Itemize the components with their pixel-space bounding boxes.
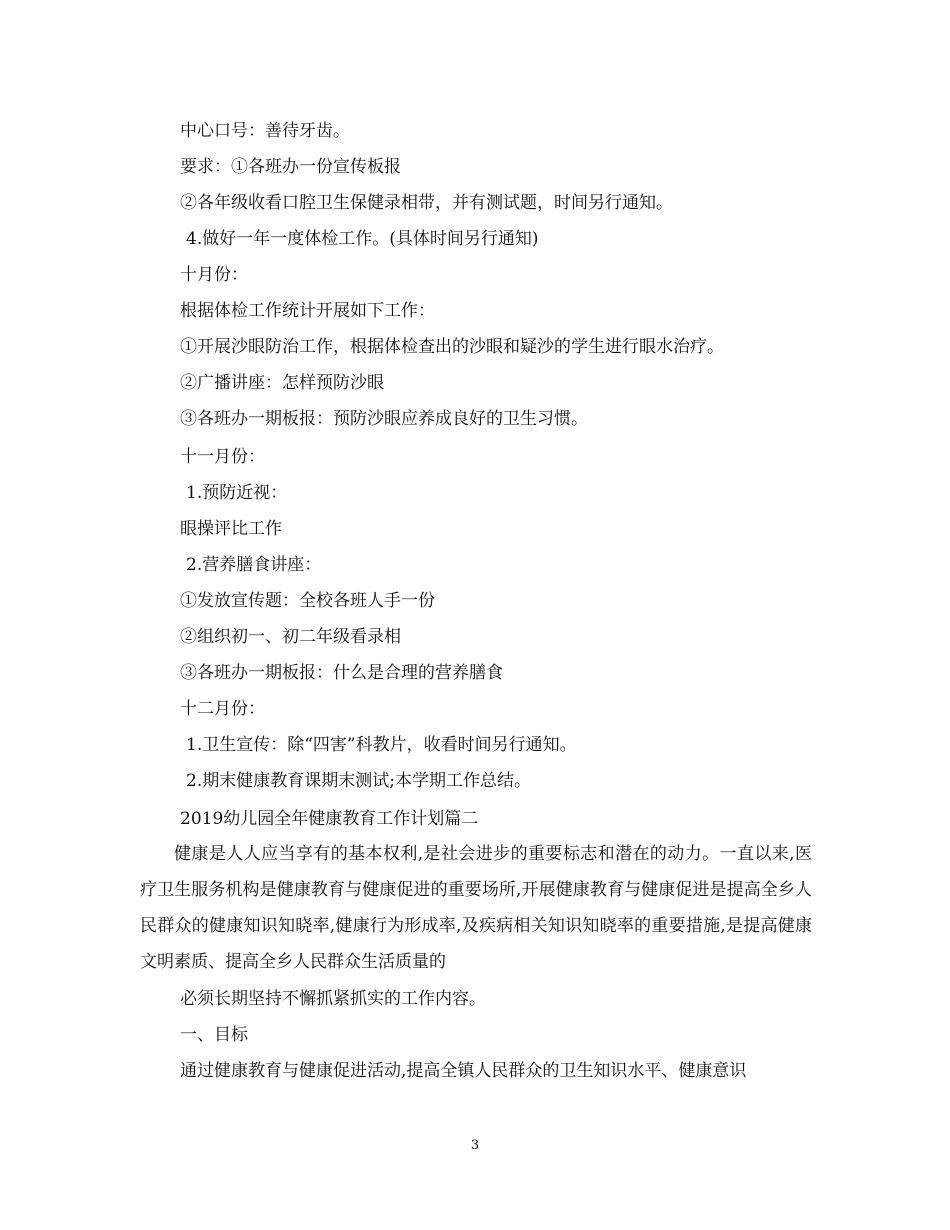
october-item-3: ③各班办一期板报：预防沙眼应养成良好的卫生习惯。: [180, 409, 588, 429]
requirement-line: 要求：①各班办一份宣传板报: [180, 157, 401, 177]
october-item-2: ②广播讲座：怎样预防沙眼: [180, 373, 384, 393]
december-heading: 十二月份：: [180, 699, 265, 719]
goal-heading: 一、目标: [180, 1025, 248, 1045]
october-heading: 十月份：: [180, 265, 248, 285]
health-paragraph: 健康是人人应当享有的基本权利,是社会进步的重要标志和潜在的动力。一直以来,医疗卫生服务机构是健康教育与健康促进的重要场所,开展健康教育与健康促进是提高全乡人民群众的健康知识知晓率,健康行为形成率,及疾病相关知识知晓率的重要措施,是提高健康文明素质、提高全乡人民群众生活质量的: [140, 844, 812, 972]
november-item-1-detail: 眼操评比工作: [180, 519, 282, 539]
goal-paragraph: 通过健康教育与健康促进活动,提高全镇人民群众的卫生知识水平、健康意识: [180, 1061, 747, 1081]
november-sub-2: ②组织初一、初二年级看录相: [180, 627, 401, 647]
december-item-1: 1.卫生宣传：除“四害”科教片，收看时间另行通知。: [186, 735, 577, 755]
health-paragraph-continuation: 必须长期坚持不懈抓紧抓实的工作内容。: [180, 989, 486, 1009]
item-4-line: 4.做好一年一度体检工作。(具体时间另行通知): [186, 229, 539, 249]
november-sub-3: ③各班办一期板报：什么是合理的营养膳食: [180, 663, 503, 683]
november-item-2: 2.营养膳食讲座：: [186, 555, 322, 575]
slogan-line: 中心口号：善待牙齿。: [180, 121, 350, 141]
october-item-1: ①开展沙眼防治工作，根据体检查出的沙眼和疑沙的学生进行眼水治疗。: [180, 337, 724, 357]
october-intro: 根据体检工作统计开展如下工作：: [180, 301, 435, 321]
november-heading: 十一月份：: [180, 447, 265, 467]
requirement-item-2: ②各年级收看口腔卫生保健录相带，并有测试题，时间另行通知。: [180, 193, 673, 213]
november-item-1: 1.预防近视：: [186, 483, 288, 503]
december-item-2: 2.期末健康教育课期末测试;本学期工作总结。: [186, 771, 531, 791]
section-title: 2019幼儿园全年健康教育工作计划篇二: [180, 809, 479, 829]
november-sub-1: ①发放宣传题：全校各班人手一份: [180, 591, 435, 611]
page-number: 3: [470, 1138, 480, 1153]
